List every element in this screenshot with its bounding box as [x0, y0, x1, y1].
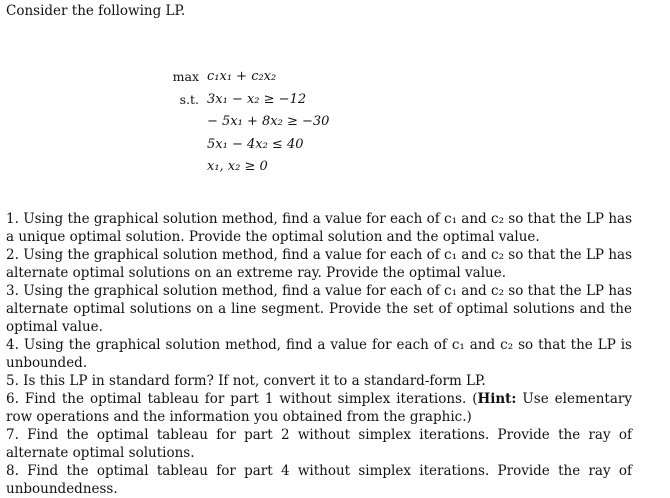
constraint-label: s.t.: [179, 91, 199, 107]
question-7: 7. Find the optimal tableau for part 2 without simplex iterations. Provide the ray of alternate optimal solutions.: [6, 427, 632, 461]
constraint-expression: 5x₁ − 4x₂ ≤ 40: [207, 136, 304, 152]
nonnegativity-row: [155, 156, 329, 179]
hint-label: Hint:: [477, 391, 517, 407]
constraint-row: [155, 89, 329, 112]
objective-label: max: [172, 69, 199, 85]
constraint-expression: 3x₁ − x₂ ≥ −12: [207, 91, 307, 107]
constraint-row: [155, 111, 329, 134]
question-4: 4. Using the graphical solution method, find a value for each of c₁ and c₂ so that the LP is unbounded.: [6, 337, 632, 371]
constraint-expression: − 5x₁ + 8x₂ ≥ −30: [207, 114, 330, 130]
question-6-hint-text: Use elementary row operations and the information you obtained from the graphic.): [6, 391, 632, 425]
question-list: [6, 210, 632, 498]
question-6-text: 6. Find the optimal tableau for part 1 without simplex iterations. (: [6, 391, 478, 407]
question-3: 3. Using the graphical solution method, find a value for each of c₁ and c₂ so that the LP has alternate optimal solutions on a line segment. Provide the set of optimal solutions and the optimal value.: [6, 283, 632, 335]
lp-formulation: [155, 66, 329, 179]
question-2: 2. Using the graphical solution method, find a value for each of c₁ and c₂ so that the LP has alternate optimal solutions on an extreme ray. Provide the optimal value.: [6, 247, 632, 281]
intro-text: Consider the following LP.: [6, 3, 186, 19]
objective-row: [155, 66, 329, 89]
question-8: 8. Find the optimal tableau for part 4 without simplex iterations. Provide the ray of unboundedness.: [6, 463, 632, 497]
objective-expression: c₁x₁ + c₂x₂: [207, 69, 277, 85]
question-6: [6, 390, 632, 426]
question-5: 5. Is this LP in standard form? If not, convert it to a standard-form LP.: [6, 373, 486, 389]
question-1: 1. Using the graphical solution method, find a value for each of c₁ and c₂ so that the LP has a unique optimal solution. Provide the optimal solution and the optimal value.: [6, 211, 632, 245]
nonnegativity-expression: x₁, x₂ ≥ 0: [207, 159, 268, 175]
constraint-row: [155, 134, 329, 157]
